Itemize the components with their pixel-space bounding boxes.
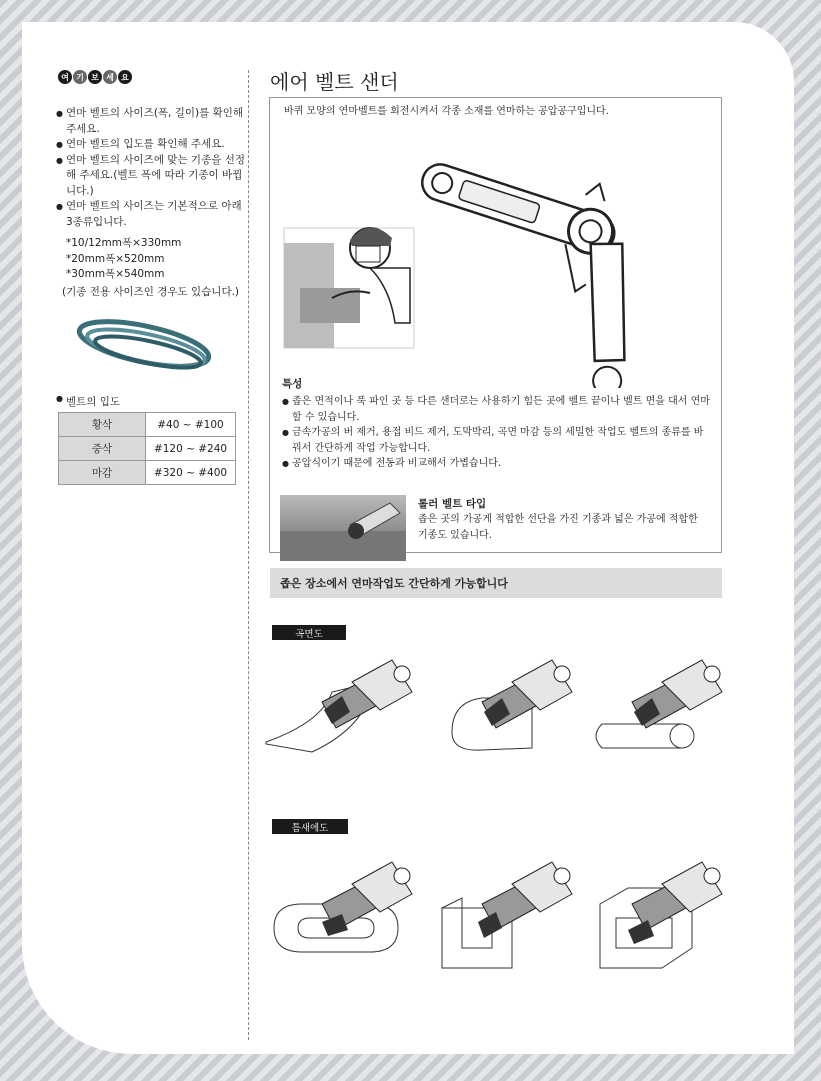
notes-list bbox=[56, 106, 246, 230]
grit-title: ● 벨트의 입도 bbox=[56, 394, 120, 409]
curved-diagram-1 bbox=[266, 660, 412, 752]
tag-letter: 여 bbox=[58, 70, 72, 84]
note-item: ● 연마 벨트의 사이즈는 기본적으로 아래 3종류입니다. bbox=[56, 199, 246, 230]
size-item: *20mm폭×520mm bbox=[66, 252, 165, 265]
curved-surface-diagrams bbox=[262, 652, 732, 782]
roller-description: 좁은 곳의 가공게 적합한 선단을 가진 기종과 넓은 가공에 적합한 기종도 있습니다. bbox=[418, 514, 698, 541]
size-item: *30mm폭×540mm bbox=[66, 268, 165, 280]
gap-diagrams bbox=[262, 848, 732, 988]
note-item: ● 연마 벨트의 입도를 확인해 주세요. bbox=[56, 137, 246, 153]
column-divider bbox=[248, 70, 249, 1040]
note-item: ● 연마 벨트의 사이즈에 맞는 기종을 선정해 주세요.(벨트 폭에 따라 기종이 바뀝니다.) bbox=[56, 153, 246, 200]
size-list bbox=[66, 236, 181, 283]
curved-diagram-2 bbox=[452, 660, 572, 750]
roller-belt-photo bbox=[280, 495, 406, 561]
tag-letter: 요 bbox=[118, 70, 132, 84]
gap-diagram-3 bbox=[600, 862, 722, 968]
feature-item: ● 금속가공의 버 제거, 용접 비드 제거, 도막박리, 곡면 마감 등의 세밀한 작업도 벨트의 종류를 바꿔서 간단하게 작업 가능합니다. bbox=[282, 425, 712, 456]
feature-item: ● 공압식이기 때문에 전동과 비교해서 가볍습니다. bbox=[282, 456, 712, 472]
belt-sander-illustration bbox=[270, 98, 721, 388]
tag-letter: 기 bbox=[73, 70, 87, 84]
sanding-belt-image bbox=[74, 310, 214, 380]
gap-diagram-2 bbox=[442, 862, 572, 968]
tag-letter: 보 bbox=[88, 70, 102, 84]
product-box bbox=[269, 97, 722, 553]
table-row bbox=[59, 461, 236, 485]
product-subtitle: 바퀴 모양의 연마벨트를 회전시켜서 각종 소재를 연마하는 공압공구입니다. bbox=[284, 106, 609, 117]
gap-label: 틈새에도 bbox=[272, 819, 348, 834]
note-item: ● 연마 벨트의 사이즈(폭, 길이)를 확인해 주세요. bbox=[56, 106, 246, 137]
size-note: (기종 전용 사이즈인 경우도 있습니다.) bbox=[62, 286, 240, 298]
tag-letter: 세 bbox=[103, 70, 117, 84]
grit-name: 중삭 bbox=[59, 437, 146, 461]
grit-name: 마감 bbox=[59, 461, 146, 485]
gap-diagram-1 bbox=[274, 862, 412, 952]
features-list bbox=[282, 394, 712, 472]
size-item: *10/12mm폭×330mm bbox=[66, 237, 182, 249]
table-row bbox=[59, 437, 236, 461]
roller-title: 롤러 벨트 타입 bbox=[418, 498, 487, 510]
notice-tag bbox=[58, 70, 132, 84]
grit-table bbox=[58, 412, 236, 485]
table-row bbox=[59, 413, 236, 437]
page-sheet bbox=[22, 22, 794, 1054]
features-title: 특성 bbox=[282, 378, 303, 390]
grit-name: 황삭 bbox=[59, 413, 146, 437]
curved-label: 곡면도 bbox=[272, 625, 346, 640]
highlight-banner: 좁은 장소에서 연마작업도 간단하게 가능합니다 bbox=[270, 568, 722, 598]
grit-range: #120 ~ #240 bbox=[146, 437, 236, 461]
grit-range: #320 ~ #400 bbox=[146, 461, 236, 485]
curved-diagram-3 bbox=[596, 660, 722, 748]
page-title: 에어 벨트 샌더 bbox=[270, 70, 399, 94]
grit-range: #40 ~ #100 bbox=[146, 413, 236, 437]
feature-item: ● 좁은 면적이나 푹 파인 곳 등 다른 샌더로는 사용하기 힘든 곳에 벨트 끝이나 벨트 면을 대서 연마할 수 있습니다. bbox=[282, 394, 712, 425]
